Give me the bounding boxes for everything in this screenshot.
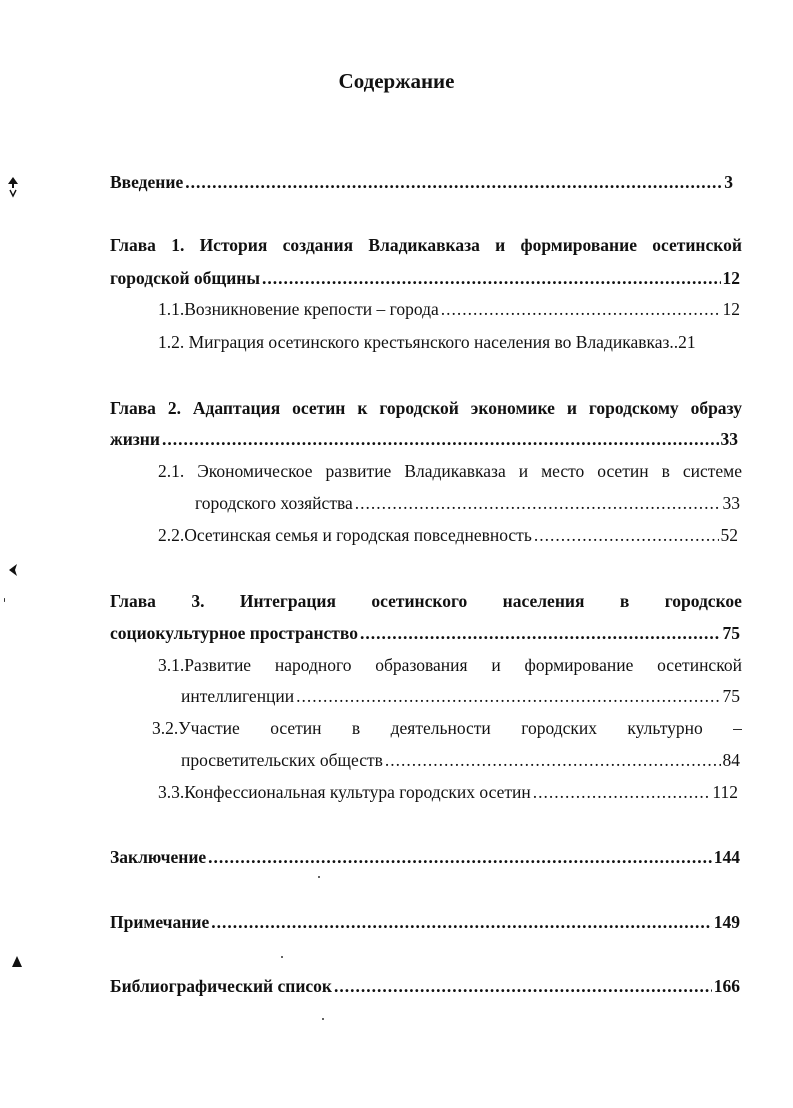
dot-leader — [533, 780, 711, 804]
toc-section-3-1-line2[interactable] — [181, 684, 740, 708]
toc-page-number: 84 — [722, 750, 740, 770]
toc-section-1-1[interactable] — [158, 297, 740, 321]
dot-leader — [441, 297, 721, 321]
word: осетин — [292, 398, 346, 418]
toc-section-2-1-line2[interactable] — [195, 491, 740, 515]
toc-section-3-2-line1[interactable] — [152, 716, 742, 740]
toc-entry-conclusion[interactable] — [110, 845, 740, 869]
toc-page-number: 12 — [722, 268, 740, 288]
word: 2.1. — [158, 461, 185, 481]
word: создания — [282, 235, 354, 255]
word: Глава — [110, 235, 156, 255]
word: Экономическое — [197, 461, 313, 481]
word: осетинской — [657, 655, 742, 675]
word: История — [199, 235, 268, 255]
page-title: Содержание — [338, 69, 455, 93]
toc-section-3-3[interactable] — [158, 780, 738, 804]
toc-section-2-1-line1[interactable] — [158, 459, 742, 483]
scan-speck — [318, 876, 320, 878]
toc-section-3-2-line2[interactable] — [181, 748, 740, 772]
word: и — [491, 655, 501, 675]
word: народного — [274, 655, 352, 675]
dot-leader — [355, 491, 721, 515]
toc-label: городской общины — [110, 268, 261, 288]
toc-chapter-3-line2[interactable] — [110, 621, 740, 645]
scan-speck — [281, 956, 283, 958]
toc-chapter-3-line1[interactable] — [110, 589, 742, 613]
toc-entry-intro[interactable] — [110, 170, 733, 194]
word: Глава — [110, 591, 156, 611]
word: образования — [375, 655, 468, 675]
word: и — [518, 461, 529, 481]
word: 2. — [167, 398, 181, 418]
scan-speck — [322, 1018, 324, 1020]
toc-label: городского хозяйства — [195, 493, 353, 513]
word: и — [495, 235, 506, 255]
dot-leader — [385, 748, 721, 772]
dot-leader — [185, 170, 722, 194]
word: 3.1.Развитие — [158, 655, 252, 675]
word: Владикавказа — [368, 235, 480, 255]
word: Интеграция — [239, 591, 336, 611]
toc-label: Примечание — [110, 912, 210, 932]
word: Адаптация — [192, 398, 281, 418]
toc-section-3-1-line1[interactable] — [158, 653, 742, 677]
dot-leader — [360, 621, 721, 645]
word: культурно — [627, 718, 703, 738]
dot-leader — [162, 427, 719, 451]
toc-chapter-2-line2[interactable] — [110, 427, 738, 451]
toc-page-number: 3 — [724, 172, 733, 192]
toc-page-number: 144 — [713, 847, 740, 867]
word: и — [566, 398, 577, 418]
toc-page-number: 75 — [722, 623, 740, 643]
toc-label: 2.2.Осетинская семья и городская повседневность — [158, 525, 532, 545]
toc-label: Введение — [110, 172, 184, 192]
word: развитие — [325, 461, 392, 481]
toc-label: интеллигенции — [181, 686, 295, 706]
word: в — [661, 461, 670, 481]
word: экономике — [470, 398, 555, 418]
word: 3. — [191, 591, 205, 611]
dot-leader — [211, 910, 712, 934]
scan-mark-icon — [6, 176, 20, 198]
word: населения — [502, 591, 585, 611]
word: 1. — [171, 235, 185, 255]
word: к — [357, 398, 368, 418]
scan-mark-icon — [11, 955, 23, 969]
toc-entry-notes[interactable] — [110, 910, 740, 934]
scan-speck — [4, 598, 5, 602]
word: Глава — [110, 398, 156, 418]
toc-chapter-1-line2[interactable] — [110, 266, 740, 290]
word: – — [733, 718, 742, 738]
word: городской — [379, 398, 459, 418]
toc-label: жизни — [110, 429, 160, 449]
word: формирование — [524, 655, 634, 675]
word: городскому — [588, 398, 679, 418]
word: осетинской — [652, 235, 742, 255]
dot-leader — [296, 684, 720, 708]
word: 3.2.Участие — [152, 718, 240, 738]
dot-leader — [334, 974, 712, 998]
toc-page-number: 33 — [720, 429, 738, 449]
toc-entry-bibliography[interactable] — [110, 974, 740, 998]
toc-page-number: 149 — [713, 912, 740, 932]
dot-leader — [262, 266, 720, 290]
word: в — [619, 591, 630, 611]
toc-section-1-2[interactable] — [158, 330, 696, 354]
word: Владикавказа — [404, 461, 506, 481]
toc-label: 1.2. Миграция осетинского крестьянского населения во Владикавказ..21 — [158, 332, 696, 352]
dot-leader — [534, 523, 719, 547]
word: в — [351, 718, 361, 738]
word: деятельности — [390, 718, 491, 738]
toc-chapter-2-line1[interactable] — [110, 396, 742, 420]
toc-label: Заключение — [110, 847, 207, 867]
word: городское — [664, 591, 742, 611]
toc-page-number: 33 — [722, 493, 740, 513]
toc-page-number: 75 — [722, 686, 740, 706]
word: городских — [521, 718, 597, 738]
toc-label: 1.1.Возникновение крепости – города — [158, 299, 439, 319]
toc-label: просветительских обществ — [181, 750, 383, 770]
word: образу — [690, 398, 742, 418]
dot-leader — [208, 845, 712, 869]
toc-section-2-2[interactable] — [158, 523, 738, 547]
toc-label: 3.3.Конфессиональная культура городских осетин — [158, 782, 531, 802]
scan-mark-icon — [7, 563, 19, 577]
word: место — [541, 461, 585, 481]
word: осетин — [270, 718, 322, 738]
toc-chapter-1-line1[interactable] — [110, 233, 742, 257]
toc-label: Библиографический список — [110, 976, 333, 996]
toc-page-number: 166 — [713, 976, 740, 996]
word: формирование — [520, 235, 637, 255]
toc-page-number: 52 — [720, 525, 738, 545]
word: осетинского — [371, 591, 468, 611]
toc-page-number: 112 — [712, 782, 738, 802]
word: системе — [682, 461, 742, 481]
toc-label: социокультурное пространство — [110, 623, 358, 643]
toc-page-number: 12 — [722, 299, 740, 319]
word: осетин — [597, 461, 649, 481]
